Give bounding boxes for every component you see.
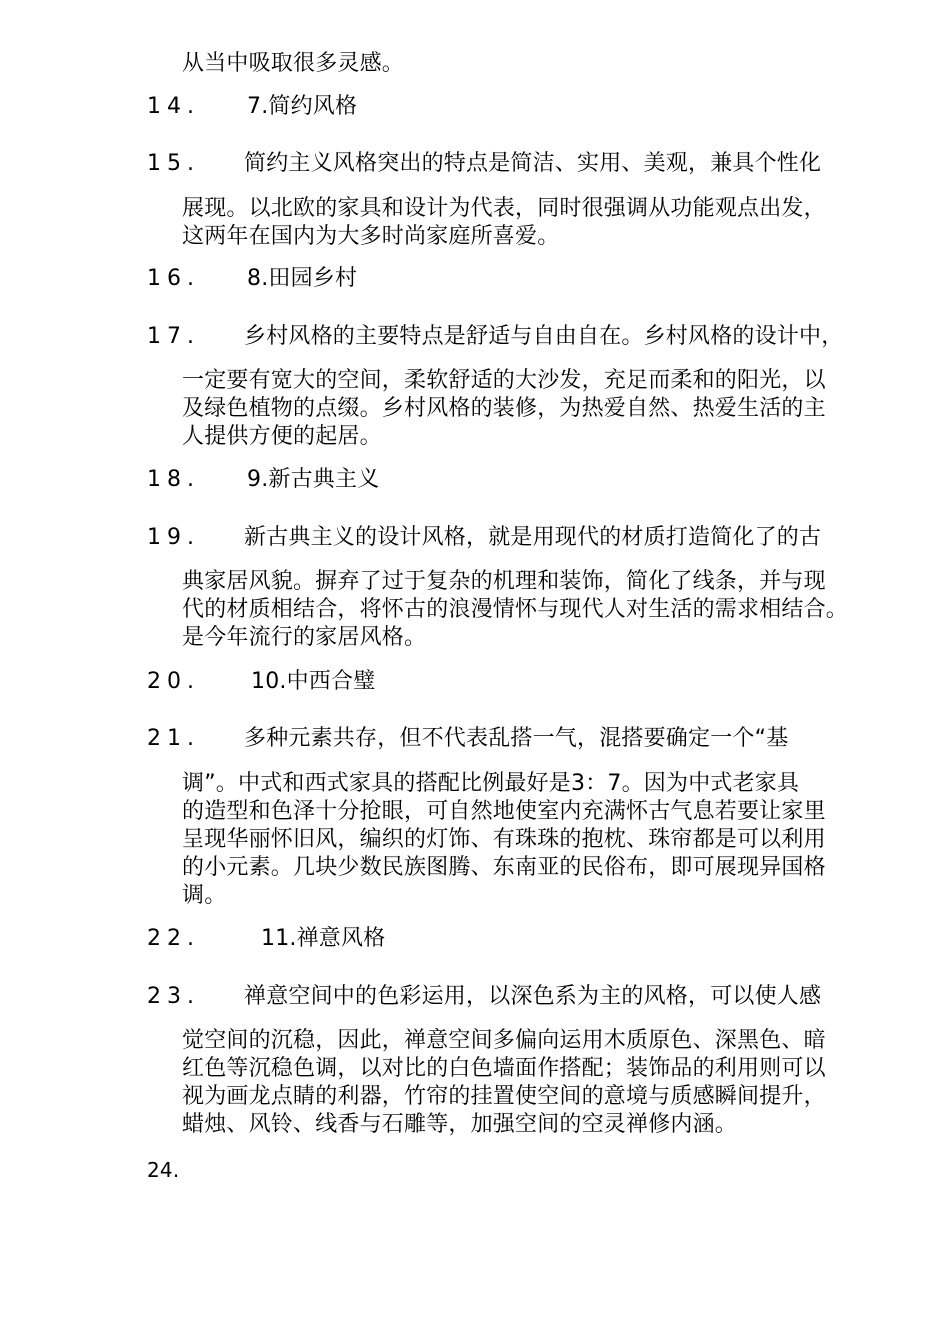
paragraph-line: 展现。以北欧的家具和设计为代表，同时很强调从功能观点出发， xyxy=(182,196,826,221)
section-heading: 9.新古典主义 xyxy=(247,467,380,492)
item-number: 18. xyxy=(147,467,200,492)
paragraph-first-line: 乡村风格的主要特点是舒适与自由自在。乡村风格的设计中， xyxy=(244,324,844,349)
paragraph-line: 代的材质相结合，将怀古的浪漫情怀与现代人对生活的需求相结合。 xyxy=(182,597,849,622)
list-item-marker: 24. xyxy=(147,1158,180,1182)
intro-line: 从当中吸取很多灵感。 xyxy=(182,51,405,76)
paragraph-first-line: 多种元素共存，但不代表乱搭一气，混搭要确定一个“基 xyxy=(244,726,789,751)
paragraph-line: 调”。中式和西式家具的搭配比例最好是3：7。因为中式老家具 xyxy=(182,771,800,796)
paragraph-line: 人提供方便的起居。 xyxy=(182,424,382,449)
paragraph-first-line: 新古典主义的设计风格，就是用现代的材质打造简化了的古 xyxy=(244,525,822,550)
item-number: 15. xyxy=(147,151,200,176)
paragraph-line: 觉空间的沉稳，因此，禅意空间多偏向运用木质原色、深黑色、暗 xyxy=(182,1028,826,1053)
paragraph-line: 的造型和色泽十分抢眼，可自然地使室内充满怀古气息若要让家里 xyxy=(182,799,826,824)
item-number: 20. xyxy=(147,669,200,694)
paragraph-line: 调。 xyxy=(182,883,227,908)
item-number: 22. xyxy=(147,926,200,951)
paragraph-line: 蜡烛、风铃、线香与石雕等，加强空间的空灵禅修内涵。 xyxy=(182,1112,738,1137)
item-number: 19. xyxy=(147,525,200,550)
paragraph-line: 视为画龙点睛的利器，竹帘的挂置使空间的意境与质感瞬间提升， xyxy=(182,1084,826,1109)
paragraph-line: 是今年流行的家居风格。 xyxy=(182,625,427,650)
item-number: 21. xyxy=(147,726,200,751)
section-heading: 8.田园乡村 xyxy=(247,266,358,291)
paragraph-line: 一定要有宽大的空间，柔软舒适的大沙发，充足而柔和的阳光，以 xyxy=(182,368,826,393)
item-number: 16. xyxy=(147,266,200,291)
paragraph-line: 红色等沉稳色调，以对比的白色墙面作搭配；装饰品的利用则可以 xyxy=(182,1056,826,1081)
paragraph-line: 呈现华丽怀旧风，编织的灯饰、有珠珠的抱枕、珠帘都是可以利用 xyxy=(182,827,826,852)
paragraph-first-line: 简约主义风格突出的特点是简洁、实用、美观，兼具个性化 xyxy=(244,151,822,176)
paragraph-line: 的小元素。几块少数民族图腾、东南亚的民俗布，即可展现异国格 xyxy=(182,855,826,880)
section-heading: 7.简约风格 xyxy=(247,94,358,119)
item-number: 23. xyxy=(147,984,200,1009)
item-number: 17. xyxy=(147,324,200,349)
paragraph-line: 这两年在国内为大多时尚家庭所喜爱。 xyxy=(182,224,560,249)
item-number: 14. xyxy=(147,94,200,119)
paragraph-line: 及绿色植物的点缀。乡村风格的装修，为热爱自然、热爱生活的主 xyxy=(182,396,826,421)
section-heading: 11.禅意风格 xyxy=(261,926,386,951)
section-heading: 10.中西合璧 xyxy=(251,669,376,694)
paragraph-first-line: 禅意空间中的色彩运用，以深色系为主的风格，可以使人感 xyxy=(244,984,822,1009)
paragraph-line: 典家居风貌。摒弃了过于复杂的机理和装饰，简化了线条，并与现 xyxy=(182,569,826,594)
